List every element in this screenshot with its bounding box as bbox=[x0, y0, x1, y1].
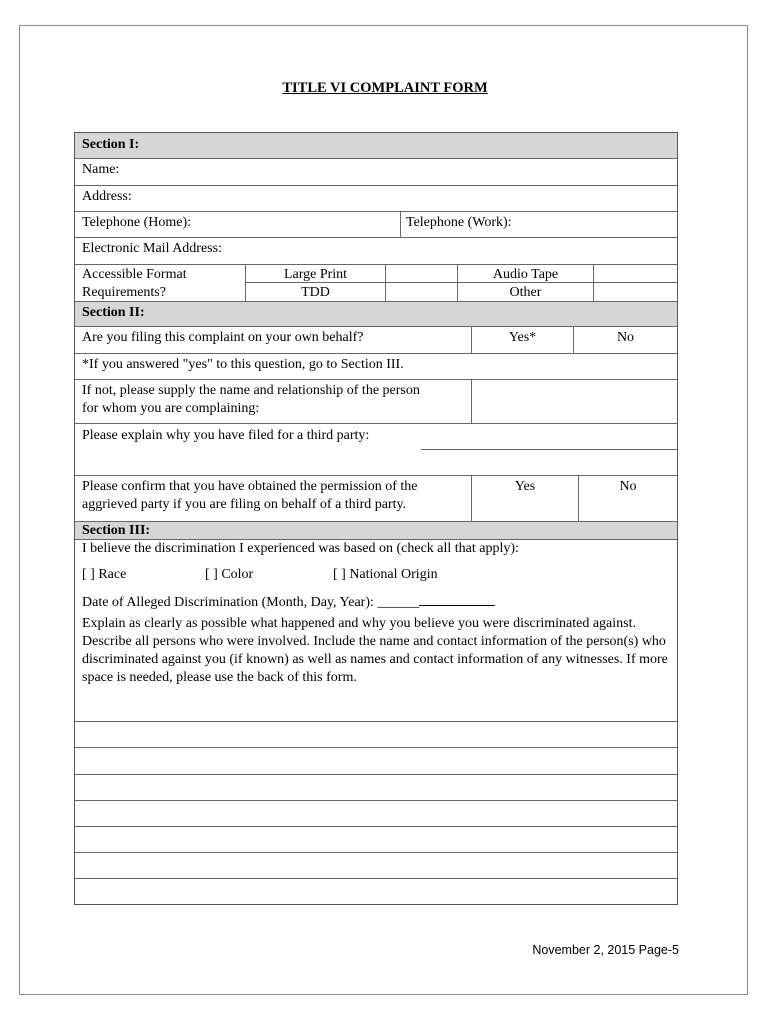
confirm-permission-label-2: aggrieved party if you are filing on behalf of a third party. bbox=[82, 497, 407, 512]
other-label: Other bbox=[509, 285, 542, 300]
rule bbox=[421, 449, 677, 450]
email-label: Electronic Mail Address: bbox=[82, 241, 222, 256]
third-party-name-field[interactable] bbox=[472, 380, 676, 422]
national-origin-checkbox[interactable]: [ ] National Origin bbox=[333, 567, 438, 582]
own-behalf-no[interactable]: No bbox=[616, 330, 635, 345]
confirm-permission-label: Please confirm that you have obtained the permission of the bbox=[82, 479, 418, 494]
own-behalf-yes[interactable]: Yes* bbox=[508, 330, 537, 345]
section-2-heading: Section II: bbox=[82, 305, 145, 320]
explain-third-party-field[interactable] bbox=[421, 425, 676, 449]
date-discrimination-row bbox=[82, 592, 495, 612]
complaint-form bbox=[74, 132, 678, 905]
section-3-heading: Section III: bbox=[82, 523, 151, 538]
address-label: Address: bbox=[82, 189, 132, 204]
other-checkbox[interactable] bbox=[594, 283, 676, 300]
large-print-label: Large Print bbox=[283, 267, 348, 282]
permission-yes[interactable]: Yes bbox=[514, 479, 536, 494]
date-discrimination-field[interactable] bbox=[419, 592, 495, 606]
rule bbox=[75, 264, 677, 265]
section-1-header bbox=[75, 133, 677, 158]
rule bbox=[75, 475, 677, 476]
page-footer: November 2, 2015 Page-5 bbox=[532, 943, 679, 957]
permission-no[interactable]: No bbox=[619, 479, 637, 494]
explain-instructions: Explain as clearly as possible what happened and why you believe you were discriminated against. Describe all persons who were involved. Include the name and contact information of the person(s) who discriminated against you (if known) as well as names and contact information of any witnesses. If more space is needed, please use the back of this form. bbox=[82, 616, 668, 685]
tdd-checkbox[interactable] bbox=[386, 283, 456, 300]
color-checkbox[interactable]: [ ] Color bbox=[205, 567, 254, 582]
audio-tape-checkbox[interactable] bbox=[594, 265, 676, 282]
if-not-label: If not, please supply the name and relationship of the person bbox=[82, 383, 420, 398]
audio-tape-label: Audio Tape bbox=[492, 267, 559, 282]
telephone-home-field[interactable] bbox=[210, 212, 398, 237]
race-checkbox[interactable]: [ ] Race bbox=[82, 567, 127, 582]
accessible-format-label-2: Requirements? bbox=[82, 285, 166, 300]
large-print-checkbox[interactable] bbox=[386, 265, 456, 282]
email-field[interactable] bbox=[245, 238, 675, 263]
section-2-note: *If you answered "yes" to this question, go to Section III. bbox=[82, 357, 404, 372]
description-lines[interactable] bbox=[76, 722, 676, 904]
accessible-format-label: Accessible Format bbox=[82, 267, 187, 282]
rule bbox=[75, 423, 677, 424]
section-2-header bbox=[75, 301, 677, 326]
telephone-work-label: Telephone (Work): bbox=[406, 215, 512, 230]
date-discrimination-label: Date of Alleged Discrimination (Month, Day, Year): ______ bbox=[82, 595, 420, 610]
discrimination-basis-label: I believe the discrimination I experienced was based on (check all that apply): bbox=[82, 541, 519, 556]
telephone-work-field[interactable] bbox=[530, 212, 675, 237]
form-title: TITLE VI COMPLAINT FORM bbox=[282, 80, 488, 96]
rule bbox=[400, 211, 401, 237]
own-behalf-question: Are you filing this complaint on your own behalf? bbox=[82, 330, 364, 345]
rule bbox=[75, 326, 677, 327]
rule bbox=[75, 353, 677, 354]
section-3-header bbox=[75, 521, 677, 539]
section-1-heading: Section I: bbox=[82, 137, 140, 152]
address-field[interactable] bbox=[145, 186, 675, 211]
if-not-label-2: for whom you are complaining: bbox=[82, 401, 260, 416]
tdd-label: TDD bbox=[301, 285, 330, 300]
name-label: Name: bbox=[82, 162, 120, 177]
rule bbox=[75, 521, 677, 522]
name-field[interactable] bbox=[135, 159, 675, 184]
telephone-home-label: Telephone (Home): bbox=[82, 215, 192, 230]
explain-third-party-label: Please explain why you have filed for a third party: bbox=[82, 428, 370, 443]
